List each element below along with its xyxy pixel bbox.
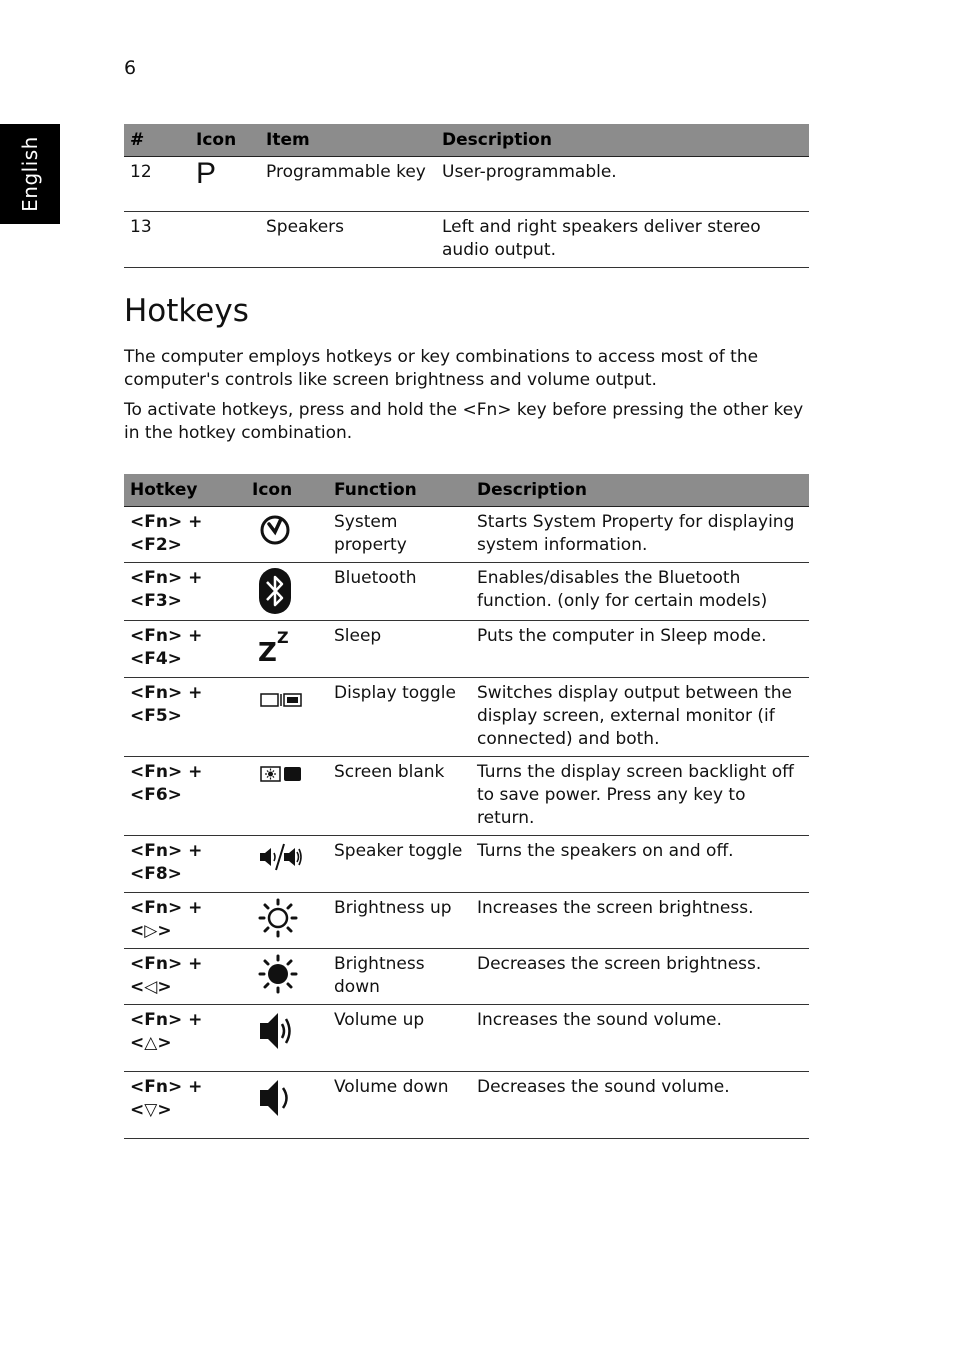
function-name: Brightness down — [328, 949, 471, 1005]
function-name: Volume down — [328, 1072, 471, 1139]
function-name: Brightness up — [328, 893, 471, 949]
row-number: 12 — [124, 157, 190, 212]
hotkey-combo: <Fn> + <F5> — [124, 678, 246, 757]
speaker-toggle-icon — [258, 840, 304, 874]
col-header-hotkey: Hotkey — [124, 474, 246, 507]
function-description: Increases the screen brightness. — [471, 893, 809, 949]
sleep-icon — [258, 625, 292, 665]
bluetooth-icon — [258, 567, 292, 615]
table-row — [124, 621, 809, 678]
function-description: Puts the computer in Sleep mode. — [471, 621, 809, 678]
item-name: Speakers — [260, 212, 436, 268]
screen-blank-icon — [258, 761, 304, 791]
icon-cell-empty — [190, 212, 260, 268]
hotkeys-table — [124, 474, 809, 1139]
function-description: Decreases the sound volume. — [471, 1072, 809, 1139]
function-name: Screen blank — [328, 757, 471, 836]
row-number: 13 — [124, 212, 190, 268]
table-row — [124, 949, 809, 1005]
function-description: Enables/disables the Bluetooth function. (only for certain models) — [471, 563, 809, 621]
function-name: Display toggle — [328, 678, 471, 757]
function-description: Decreases the screen brightness. — [471, 949, 809, 1005]
hotkey-combo: <Fn> + <F3> — [124, 563, 246, 621]
fn-instruction-paragraph: To activate hotkeys, press and hold the <Fn> key before pressing the other key in the hotkey combination. — [124, 400, 804, 443]
table-row — [124, 1072, 809, 1139]
col-header-function: Function — [328, 474, 471, 507]
language-tab-label: English — [18, 136, 42, 212]
hotkey-combo: <Fn> + <F8> — [124, 836, 246, 893]
brightness-up-icon — [258, 897, 298, 939]
function-name: Speaker toggle — [328, 836, 471, 893]
table-row — [124, 1005, 809, 1072]
table-row — [124, 836, 809, 893]
parts-table-header — [124, 124, 809, 157]
col-header-icon: Icon — [190, 124, 260, 157]
col-header-description: Description — [436, 124, 809, 157]
table-row — [124, 507, 809, 563]
function-description: Switches display output between the display screen, external monitor (if connected) and both. — [471, 678, 809, 757]
page-number: 6 — [124, 57, 137, 79]
function-name: Volume up — [328, 1005, 471, 1072]
hotkey-combo: <Fn> + <F4> — [124, 621, 246, 678]
volume-down-icon — [258, 1076, 298, 1120]
brightness-down-icon — [258, 953, 298, 995]
col-header-item: Item — [260, 124, 436, 157]
programmable-key-icon: P — [190, 157, 260, 212]
intro-paragraph: The computer employs hotkeys or key combinations to access most of the computer's controls like screen brightness and volume output. — [124, 347, 759, 390]
table-row — [124, 757, 809, 836]
display-toggle-icon — [258, 682, 304, 716]
hotkey-combo: <Fn> + <▷> — [124, 893, 246, 949]
function-name: Bluetooth — [328, 563, 471, 621]
function-name: System property — [328, 507, 471, 563]
function-description: Starts System Property for displaying system information. — [471, 507, 809, 563]
hotkey-combo: <Fn> + <△> — [124, 1005, 246, 1072]
table-row — [124, 157, 809, 212]
hotkey-combo: <Fn> + <F6> — [124, 757, 246, 836]
function-description: Turns the speakers on and off. — [471, 836, 809, 893]
function-name: Sleep — [328, 621, 471, 678]
table-row — [124, 893, 809, 949]
table-row — [124, 678, 809, 757]
table-row — [124, 212, 809, 268]
hotkey-combo: <Fn> + <F2> — [124, 507, 246, 563]
hotkey-combo: <Fn> + <▽> — [124, 1072, 246, 1139]
item-name: Programmable key — [260, 157, 436, 212]
svg-text:Z: Z — [277, 628, 289, 647]
hotkey-combo: <Fn> + <◁> — [124, 949, 246, 1005]
col-header-description: Description — [471, 474, 809, 507]
col-header-icon: Icon — [246, 474, 328, 507]
col-header-num: # — [124, 124, 190, 157]
section-heading: Hotkeys — [124, 293, 249, 329]
table-row — [124, 563, 809, 621]
item-description: User-programmable. — [436, 157, 809, 212]
hotkeys-table-header — [124, 474, 809, 507]
svg-text:Z: Z — [258, 638, 277, 665]
function-description: Turns the display screen backlight off to save power. Press any key to return. — [471, 757, 809, 836]
item-description: Left and right speakers deliver stereo audio output. — [436, 212, 809, 268]
function-description: Increases the sound volume. — [471, 1005, 809, 1072]
language-tab — [0, 124, 60, 224]
volume-up-icon — [258, 1009, 298, 1053]
system-property-icon — [258, 511, 292, 545]
parts-table — [124, 124, 809, 268]
